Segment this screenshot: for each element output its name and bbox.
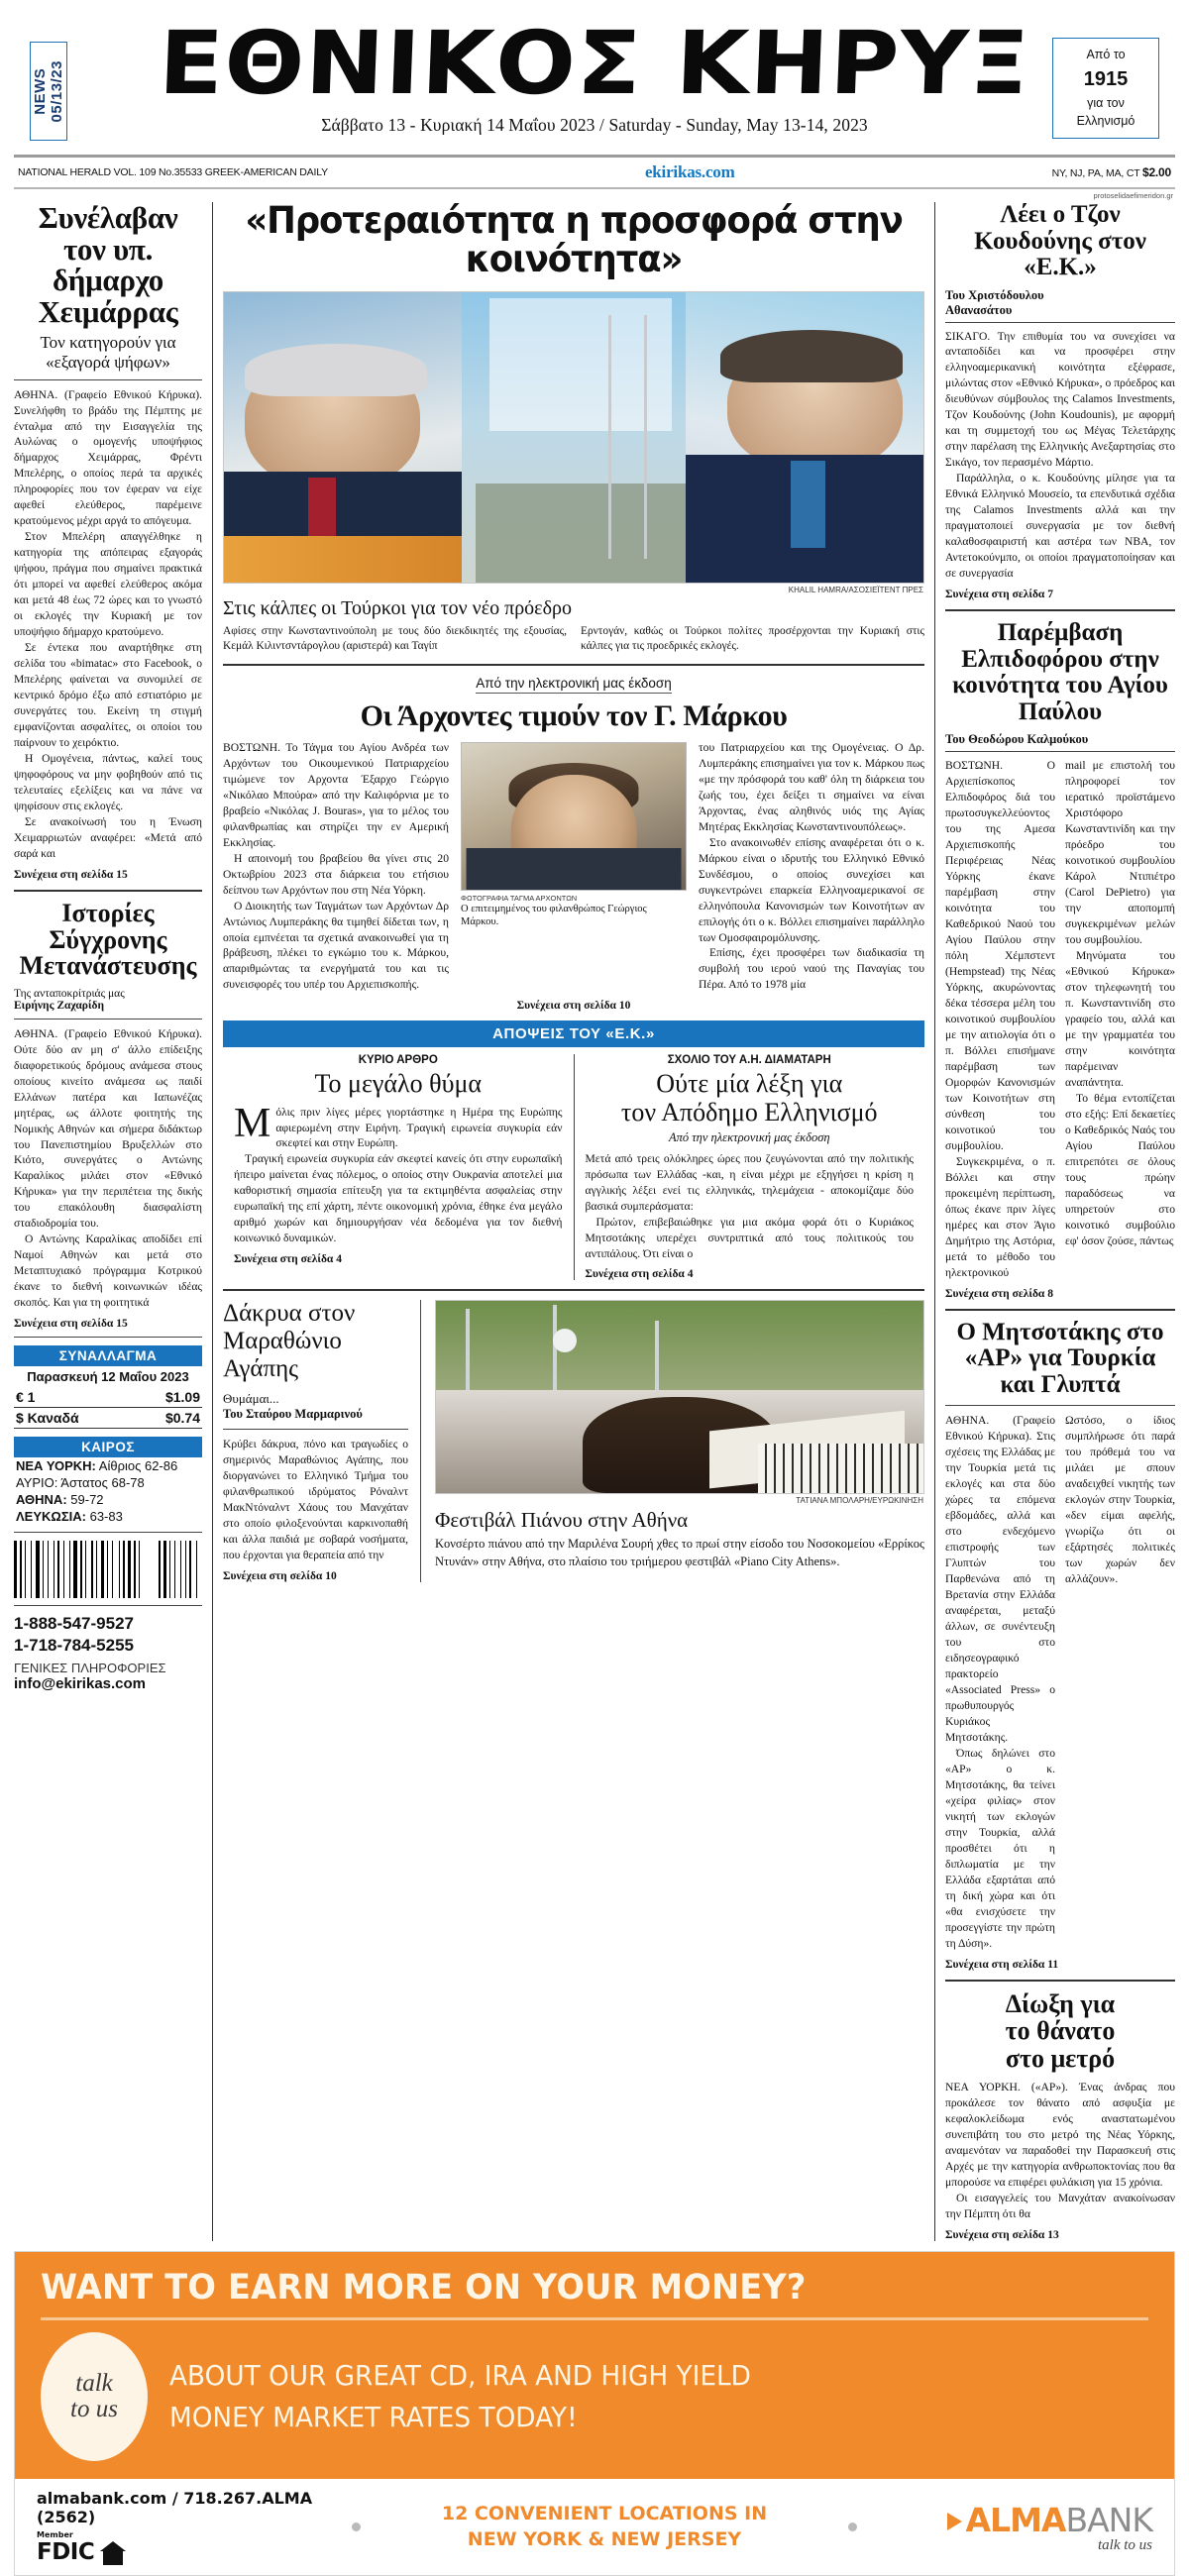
since-line-1: Από το <box>1086 47 1126 61</box>
marathon-hl-3: Αγάπης <box>223 1355 299 1383</box>
weather-city: ΑΘΗΝΑ: <box>16 1492 67 1508</box>
eversion-wrap <box>223 675 924 694</box>
metro-jump[interactable]: Συνέχεια στη σελίδα 13 <box>945 2229 1059 2242</box>
koudounis-body <box>945 329 1175 583</box>
piano-block <box>435 1300 924 1582</box>
weather-city: ΛΕΥΚΩΣΙΑ: <box>16 1509 86 1525</box>
markou-c3-p0: του Πατριαρχείου και της Ομογένειας. Ο Δρ. Λυμπεράκης επισημαίνει για τον κ. Μάρκου πως «με την πρόσφορά του καθ' όλη τη διάρκεια του ζωής του, έχει δείξει τι σημαίνει να είναι Άρχοντας, ένας αληθινός υιός της Αγίας Μητέρας Εκκλησίας Κωνσταντινουπόλεως». <box>699 740 924 833</box>
piano-photo <box>435 1300 924 1494</box>
elpidoforos-columns <box>945 758 1175 1280</box>
editorial-body <box>234 1100 563 1247</box>
left-divider-1 <box>14 379 202 380</box>
left-deck-line-1: Τον κατηγορούν για <box>40 333 176 353</box>
markou-photo-credit: ΦΩΤΟΓΡΑΦΙΑ ΤΑΓΜΑ ΑΡΧΟΝΤΩΝ <box>461 893 578 903</box>
left-para-3: Η Ομογένεια, πάντως, καλεί τους ψηφοφόρους να μην φοβηθούν από τις τελευταίες εξελίξεις και να πάνε να ψηφίσουν στις εκλογές. <box>14 752 202 813</box>
elpidoforos-jump[interactable]: Συνέχεια στη σελίδα 8 <box>945 1287 1053 1300</box>
left-para-1: Στον Μπελέρη απαγγέλθηκε η κατηγορία της απόπειρας εξαγοράς ψήφου, πράγμα που σημαίνει πρακτικά ότι μπορεί να αφεθεί ελεύθερος ακόμα και μετά 48 έως 72 ώρες και το γνωστό οι εκλογές την Κυριακή με τον υποψήφιο δήμαρχο κρατούμενο. <box>14 530 202 639</box>
almabank-logo <box>875 2501 1152 2554</box>
weather-row <box>14 1474 202 1491</box>
commentary-headline[interactable] <box>586 1070 915 1126</box>
markou-jump[interactable]: Συνέχεια στη σελίδα 10 <box>516 1000 631 1013</box>
marathon-jump[interactable]: Συνέχεια στη σελίδα 10 <box>223 1570 337 1583</box>
mitsotakis-headline[interactable]: Ο Μητσοτάκης στο «ΑΡ» για Τουρκία και Γλυπτά <box>956 1318 1164 1398</box>
phone-local[interactable]: 1-718-784-5255 <box>14 1635 134 1655</box>
ad-divider <box>41 2317 1148 2320</box>
markou-col-3 <box>699 740 924 994</box>
left-headline-2[interactable] <box>14 901 202 980</box>
weather-row <box>14 1491 202 1508</box>
ad-bottom-panel <box>15 2479 1174 2575</box>
lead-headline[interactable]: «Προτεραιότητα η προσφορά στην κοινότητα» <box>245 199 903 280</box>
elpidoforos-col-1 <box>945 758 1055 1280</box>
marathon-body <box>223 1437 408 1563</box>
volume-info: NATIONAL HERALD VOL. 109 No.35533 GREEK-AMERICAN DAILY <box>18 166 328 178</box>
ad-subhead-line-2: MONEY MARKET RATES TODAY! <box>169 2401 578 2434</box>
alma-triangle-icon <box>947 2513 962 2530</box>
eversion-label: Από την ηλεκτρονική μας έκδοση <box>476 676 672 694</box>
left-jump-line[interactable]: Συνέχεια στη σελίδα 15 <box>14 869 128 882</box>
lead-block <box>223 283 924 655</box>
right-divider-2 <box>945 1309 1175 1311</box>
almabank-wordmark <box>875 2501 1152 2539</box>
marathon-hl-2: Μαραθώνιο <box>223 1328 342 1355</box>
currency-label: $ Καναδά <box>16 1410 79 1427</box>
elpidoforos-c2-p1: Μηνύματα του «Εθνικού Κήρυκα» στον τηλεφωνητή του π. Κωνσταντινίδη στο γραφείο του, αλλά και με την γραμματέα του στην κοινότητα παρέμειναν αναπάντητα. <box>1065 949 1175 1089</box>
koudounis-byline <box>945 288 1175 323</box>
ad-mid-row <box>41 2332 1148 2461</box>
marathon-block <box>223 1300 421 1582</box>
mitsotakis-col-1 <box>945 1413 1055 1951</box>
news-date-badge <box>30 42 67 141</box>
left2-para-1: Ο Αντώνης Καραλίκας αποδίδει επί Ναμοί Αθηνών και μετά στο Μεταπτυχιακό πρόγραμμα Κοτρικού έκανε το διεθνή κοινωνικών ιδέας σκοπός. Και για τη φοιτητικά <box>14 1233 202 1310</box>
talk-to-us-badge <box>41 2332 148 2461</box>
marathon-headline[interactable] <box>223 1300 408 1383</box>
ad-locations <box>378 2502 830 2552</box>
mitsotakis-p2: Ωστόσο, ο ίδιος συμπλήρωσε ότι παρά του πρόθεμά του να μιλάει με σπουν αναδειχθεί νικητής των εκλογών στην Τουρκία, «δεν είμαι αφελής, γνωρίζω ότι οι εξάρτησές πολιτικές των χωρών δεν αλλάζουν». <box>1065 1414 1175 1586</box>
commentary-block <box>575 1054 925 1280</box>
left-jump-line-2[interactable]: Συνέχεια στη σελίδα 15 <box>14 1318 128 1331</box>
markou-headline[interactable]: Οι Άρχοντες τιμούν τον Γ. Μάρκου <box>360 698 788 732</box>
left-body-2 <box>14 1026 202 1312</box>
koudounis-p0: ΣΙΚΑΓΟ. Την επιθυμία του να συνεχίσει να ανταποδίδει και να προσφέρει στην ελληνοαμερικανική κοινότητα εξέφρασε, μιλώντας στον «Εθνικό Κήρυκα», ο πρόεδρος και διευθύνων σύμβουλος της Calamos Investments, Τζον Κουδούνης (John Koudounis), με αφορμή και τη συμμετοχή του ως Μέγας Τελετάρχης στην παρέλαση της Ελληνικής Ανεξαρτησίας στο Σικάγο, τον περασμένο Μάρτιο. <box>945 329 1175 470</box>
editorial-block <box>223 1054 575 1280</box>
lead-photo-credit: ΚΗΑLIL HAMRA/ΑΣΟΣΙΕΪΤΕΝΤ ΠΡΕΣ <box>788 585 923 594</box>
general-info-label: ΓΕΝΙΚΕΣ ΠΛΗΡΟΦΟΡΙΕΣ <box>14 1660 166 1675</box>
left-para-4: Σε ανακοίνωσή του η Ένωση Χειμαρριωτών αναφέρει: «Μετά από σαρά και <box>14 815 202 861</box>
logo-alma: ALMA <box>965 2500 1066 2539</box>
markou-photo-caption: Ο επιτειμημένος του φιλανθρώπος Γεώργιος Μάρκου. <box>461 903 647 928</box>
mitsotakis-columns <box>945 1413 1175 1951</box>
markou-columns <box>223 740 924 994</box>
since-badge <box>1052 38 1159 139</box>
fdic-label: FDIC <box>37 2539 95 2566</box>
commentary-headline-l1: Ούτε μία λέξη για <box>656 1069 843 1099</box>
markou-c3-p2: Επίσης, έχει προσφέρει των διαδικασία τη συμβολή του ιερού ναού της Παναγίας του Πέρα. Από το 1978 μία <box>699 946 924 992</box>
koudounis-byline-1: Του Χριστόδουλου <box>945 287 1044 302</box>
elpidoforos-c2-p2: Το θέμα εντοπίζεται στο εξής: Επί δεκαετίες ο Καθεδρικός Ναός του Αγίου Παύλου επιτρεπότει σε όλους τους πρώην παραδόσεως να υπηρετούν στο κοινοτικό συμβούλιο εφ' όσον ζούσε, πάντως <box>1065 1091 1175 1247</box>
left-divider-3 <box>14 1019 202 1020</box>
elpidoforos-col-2 <box>1065 758 1175 1280</box>
marathon-hl-1: Δάκρυα στον <box>223 1300 356 1328</box>
mitsotakis-p1: Όπως δηλώνει στο «ΑΡ» ο κ. Μητσοτάκης, θα τείνει «χείρα φιλίας» στον νικητή των εκλογών στην Τουρκία, αλλά προσθέτει ότι η διπλωματία με την Ελλάδα εξαρτάται από τη δική χώρα και ότι «θα ενισχύσετε την προσεγγίστε την πρώτη τη Δύση». <box>945 1746 1055 1950</box>
elpidoforos-c2-p0: mail με επιστολή του πληροφορεί τον ιερατικό προϊστάμενο Χριστόφορο Κωνσταντινίδη και την πρόεδρο του κοινοτικού συμβουλίου Κάρολ Ντιπιέτρο (Carol DePietro) για την αποπομπή συγκεκριμένων μελών του συμβουλίου. <box>1065 759 1175 947</box>
commentary-p0: Μετά από τρεις ολόκληρες ώρες που ζευγώνονται από την πολιτικής πρόσωπα των Ελλάδας -και, η είναι μέχρι με εξηγήσει η κρίση η αγγλικής λέξει ενεί τις ελληνικάς, τηλεμάχεια - αποκομίζαμε δύο βασικά συμπεράσματα: <box>585 1151 914 1213</box>
fdic-member-label: Member <box>37 2530 73 2540</box>
ad-subhead <box>169 2355 751 2438</box>
marathon-kicker: Θυμάμαι... <box>223 1391 279 1407</box>
price: $2.00 <box>1141 165 1171 179</box>
since-year: 1915 <box>1083 67 1129 90</box>
weather-row <box>14 1457 202 1474</box>
middle-column <box>212 199 935 2241</box>
koudounis-jump[interactable]: Συνέχεια στη σελίδα 7 <box>945 589 1053 601</box>
barcode <box>14 1541 202 1598</box>
ad-subhead-line-1: ABOUT OUR GREAT CD, IRA AND HIGH YIELD <box>169 2359 751 2393</box>
right-divider-1 <box>945 609 1175 611</box>
left-divider-2 <box>14 890 202 892</box>
separator-dot-icon <box>352 2522 361 2531</box>
lead-caption-col-1: Αφίσες στην Κωνσταντινούπολη με τους δύο διεκδικητές της εξουσίας, Κεμάλ Κιλιντσντάρογλου (αριστερά) και Ταγίπ <box>223 624 567 653</box>
markou-c1-p0: ΒΟΣΤΩΝΗ. Το Τάγμα του Αγίου Ανδρέα των Αρχόντων του Οικουμενικού Πατριαρχείου τιμώμενε τον Αρχοντα Έξαρχο Γεώργιο «Νικόλαο Μπούρα» από την Καλιφόρνια με το βραβείο «Νικόλας J. Bouras», για το μέλος του φιλανθρωπίας και στηρίζει την εν Αμερική Εκκλησίας. <box>223 740 449 849</box>
markou-c3-p1: Στο ανακοινωθέν επίσης αναφέρεται ότι ο κ. Μάρκου είναι ο ιδρυτής του Ελληνικό Εθνικό Συνδέσμου, ο οποίος συνεχίσει και συγκεντρώνει επαρκεία Ελληνοαμερικανοί σε ελληνόπουλα Κανονισμών των Κοινοτήτων αν επιλογής ότι ο κ. Βόλλει επισημαίνει παράλληλο των Ομοσφαιρομόλυνσης. <box>699 835 924 944</box>
currency-value: $0.74 <box>164 1410 200 1427</box>
editorial-jump[interactable]: Συνέχεια στη σελίδα 4 <box>234 1253 342 1266</box>
email-link[interactable]: info@ekirikas.com <box>14 1674 147 1692</box>
weather-box-title: ΚΑΙΡΟΣ <box>14 1437 202 1457</box>
ad-contact-block <box>37 2489 334 2565</box>
opinions-columns <box>223 1054 924 1280</box>
lead-photo <box>223 291 924 584</box>
right-divider-4 <box>945 1980 1175 1982</box>
marathon-byline: Του Σταύρου Μαρμαρινού <box>223 1407 363 1422</box>
left-deck <box>14 333 202 372</box>
left-headline-2-l1: Ιστορίες <box>61 899 155 928</box>
koudounis-p1: Παράλληλα, ο κ. Κουδούνης μίλησε για τα Εθνικά Ελληνικό Μουσείο, τα επενδυτικά σχέδια της Calamos Investments αλλά και την πραγματοποιεί συνεργασία με τον διεθνή καλαθοσφαιριστή και αστέρα των ΝΒΑ, τον Αντετοκούνμπο, οι οποίοι πραγματοποίησαν και σε συνεργασία <box>945 472 1175 581</box>
bottom-advertisement[interactable] <box>14 2251 1175 2576</box>
left-para-2: Σε έντεκα που αναρτήθηκε στη σελίδα του «bimatac» στο Facebook, ο Μπελέρης φαίνεται να συνομιλεί σε κεντρικό δρόμο έξω από εστιατόριο με συνεργάτες του. Εκείνη τη στιγμή εμφανίζονται ασφαλίτες, οι οποίοι του παίρνουν το χειρόκτιο. <box>14 641 202 750</box>
editorial-p1: Τραγική ειρωνεία συγκυρία εάν σκεφτεί κανείς ότι στην ευρωπαϊκή ήπειρο μαίνεται ένας πόλεμος, ο οποίος στην Ουκρανία αποτελεί μια καθοριστική σημασία επίτευξη για τα εκτιμηθέντα ασφαλείας στην ευρωπαϊκή της επί χάρτη, πέντε οικονομική χρόνια, έθηκε ένα μεγάλο αριθμό χωρών και δημιουργήσαν νέα δεδομένα για τον διεθνή κοινωνικό δυναμικών. <box>234 1152 563 1245</box>
left-deck-line-2: «εξαγορά ψήφων» <box>46 352 170 372</box>
koudounis-headline[interactable]: Λέει ο Τζον Κουδούνης στον «Ε.Κ.» <box>974 201 1146 280</box>
paper-dateline: Σάββατο 13 - Κυριακή 14 Μαΐου 2023 / Saturday - Sunday, May 13-14, 2023 <box>321 114 868 135</box>
left-para-0: ΑΘΗΝΑ. (Γραφείο Εθνικού Κήρυκα). Συνελήφθη το βράδυ της Πέμπτης με ένταλμα από την Εισαγγελία της Αυλώνας ο ομογενής υποψήφιος δήμαρχος Χειμάρρας, Φρέντι Μπελέρης, ο οποίος περά τα αρχικές πληροφορίες που τον έφεραν να είχε αφεθεί ελεύθερος, παρέμεινε κρατούμενος μέχρι αργά το απόγευμα. <box>14 387 202 528</box>
markou-portrait <box>461 742 687 891</box>
lead-caption-headline: Στις κάλπες οι Τούρκοι για τον νέο πρόεδρο <box>223 596 572 619</box>
ad-headline: WANT TO EARN MORE ON YOUR MONEY? <box>41 2268 807 2308</box>
left-body <box>14 387 202 863</box>
price-info <box>1052 165 1171 179</box>
right-divider-3 <box>945 1405 1175 1406</box>
content-grid <box>14 199 1175 2242</box>
states-list: NY, NJ, PA, MA, CT <box>1051 167 1140 179</box>
currency-box-title: ΣΥΝΑΛΛΑΓΜΑ <box>14 1345 202 1366</box>
equal-housing-lender-icon <box>100 2541 126 2565</box>
left-headline[interactable]: Συνέλαβαν τον υπ. δήμαρχο Χειμάρρας <box>38 200 178 329</box>
marathon-p0: Κρύβει δάκρυα, πόνο και τραγωδίες ο σημερινός Μαραθώνιος Αγάπης, που διοργανώνει το Ελληνικό Τμήμα του φιλανθρωπικού ιδρύματος Ρόναλντ ΜακΝτόναλντ Χάους του Μανχάταν στο οποίο φιλοξενούνται καρκινοπαθή και άλλα παιδιά με σοβαρά νοσήματα, που έρχονται για θεραπεία από την <box>223 1438 408 1562</box>
ad-top-panel <box>15 2252 1174 2479</box>
weather-value: 63-83 <box>89 1509 123 1525</box>
metro-p0: ΝΕΑ ΥΟΡΚΗ. («ΑΡ»). Ένας άνδρας που προκάλεσε τον θάνατο από ασφυξία με κεφαλοκλείδωμα ενός αναστατωμένου συνεπιβάτη του στο μετρό της Νέας Υόρκης, αναμενόταν να παραδοθεί την Παρασκευή στις Αρχές με την κατηγορία ανθρωποκτονίας που θα μπορούσε να επιφέρει φυλάκιση για 15 χρόνια. <box>945 2081 1175 2190</box>
marathon-divider <box>223 1429 408 1430</box>
weather-value: Αίθριος 62-86 <box>98 1458 178 1474</box>
opinions-band: ΑΠΟΨΕΙΣ ΤΟΥ «Ε.Κ.» <box>223 1020 924 1047</box>
editorial-headline[interactable]: Το μεγάλο θύμα <box>314 1069 483 1099</box>
markou-c1-p2: Ο Διοικητής των Ταγμάτων των Αρχόντων Δρ Αντώνιος Λυμπεράκης θα τιμηθεί δίδεται των, η οποία εμπνέεται τα σχετικά ανακοινωθεί για τη βράβευση, πλέκει το εγκώμιο του κ. Μάρκου, απαριθμώντας τα ενεργήματά του και τις συνεισφορές του υπέρ του Αρχιεπισκοπής. <box>223 899 449 992</box>
koudounis-byline-2: Αθανασάτου <box>945 302 1013 317</box>
commentary-headline-l2: τον Απόδημο Ελληνισμό <box>620 1097 878 1127</box>
news-date: 05/13/23 <box>49 59 66 123</box>
news-label: NEWS <box>31 67 49 115</box>
ad-oval-line-1: talk <box>75 2369 113 2397</box>
left-headline-2-l3: Μετανάστευσης <box>19 951 197 981</box>
currency-row <box>14 1387 202 1408</box>
commentary-p1: Πρώτον, επιβεβαιώθηκε για μια ακόμα φορά ότι ο Κυριάκος Μητσοτάκης υπερέχει συντριπτικά από τους πολιτικούς του αντιπάλους. Ότι είναι ο <box>585 1215 914 1260</box>
lead-caption-body <box>223 624 924 655</box>
ad-oval-line-2: to us <box>70 2396 118 2423</box>
left-credit-block <box>14 988 202 1012</box>
elpidoforos-c1-p0: ΒΟΣΤΩΝΗ. Ο Αρχιεπίσκοπος Ελπιδοφόρος διά του πρωτοσυγκελλεύοντος του της Αμεσα Αρχιεπισκοπής Περιφέρειας Νέας Υόρκης έκανε παρέμβαση στην κοινότητα του Καθεδρικού Ναού του Αγίου Παύλου στην πόλη Χέμπστεντ (Hempstead) της Νέας Υόρκης, ακυρώνοντας δέκα τέσσερα μέλη του κοινοτικού συμβουλίου με την αιτιολογία ότι ο π. Βόλλει επισήμανε παρέμβαση των Ομορφών Κανονισμών των Κοινοτήτων στη σύνθεση του κοινοτικού του συμβουλίου. <box>945 759 1055 1152</box>
mid-divider-2 <box>223 1289 924 1291</box>
separator-dot-icon <box>848 2522 857 2531</box>
elpidoforos-c1-p1: Συγκεκριμένα, ο π. Βόλλει και στην προκειμένη περίπτωση, όπως έκανε πριν λίγες ημέρες και στον Άγιο Δημήτριο της Αστόρια, μετά το μέθοδο του ηλεκτρονικού <box>945 1154 1055 1279</box>
left-credit-2: Ειρήνης Ζαχαρίδη <box>14 999 105 1012</box>
mid-divider-1 <box>223 664 924 666</box>
bottom-mid-block <box>223 1300 924 1582</box>
currency-date: Παρασκευή 12 Μαΐου 2023 <box>27 1369 189 1385</box>
masthead <box>14 0 1175 151</box>
piano-caption-body: Κονσέρτο πιάνου από την Μαριλένα Σουρή χθες το πρωί στην είσοδο του Νοσοκομείου «Ερρίκος Ντυνάν» στην Αθήνα, στο πλαίσιο του τριήμερου φεστιβάλ «Piano City Athens». <box>435 1537 924 1568</box>
metro-hl-1: Δίωξη για <box>1005 1988 1116 2018</box>
elpidoforos-headline[interactable]: Παρέμβαση Ελπιδοφόρου στην κοινότητα του Αγίου Παύλου <box>952 619 1168 725</box>
weather-row <box>14 1508 202 1525</box>
metro-p1: Οι εισαγγελείς του Μανχάταν ανακοίνωσαν την Πέμπτη ότι θα <box>945 2192 1175 2221</box>
ad-url[interactable]: almabank.com / 718.267.ALMA (2562) <box>37 2489 313 2527</box>
editorial-p0: Μόλις πριν λίγες μέρες γιορτάστηκε η Ημέρα της Ευρώπης αφιερωμένη στην Ειρήνη. Τραγική ειρωνεία συγκυρία εάν σκεφτεί και στην Ευρώπη. <box>234 1100 563 1150</box>
mitsotakis-jump[interactable]: Συνέχεια στη σελίδα 11 <box>945 1958 1059 1971</box>
left-divider-6 <box>14 1605 202 1606</box>
since-line-3: για τον <box>1087 95 1125 110</box>
metro-hl-2: το θάνατο <box>1005 2016 1116 2046</box>
left-credit-1: Της ανταποκρίτριάς μας <box>14 987 125 1000</box>
mitsotakis-col-2 <box>1065 1413 1175 1951</box>
editorial-kicker: ΚΥΡΙΟ ΑΡΘΡΟ <box>358 1054 438 1067</box>
commentary-kicker: ΣΧΟΛΙΟ ΤΟΥ Α.Η. ΔΙΑΜΑΤΑΡΗ <box>667 1054 831 1067</box>
since-line-4: Ελληνισμό <box>1076 114 1135 129</box>
left-divider-4 <box>14 1337 202 1338</box>
weather-city: ΝΕΑ ΥΟΡΚΗ: <box>16 1458 96 1474</box>
currency-value: $1.09 <box>164 1389 200 1406</box>
commentary-body <box>586 1151 915 1262</box>
left-column <box>14 202 212 2241</box>
lead-photo-block <box>223 283 924 655</box>
right-column <box>935 202 1175 2241</box>
metro-hl-3: στο μετρό <box>1005 2043 1116 2073</box>
left2-para-0: ΑΘΗΝΑ. (Γραφείο Εθνικού Κήρυκα). Ούτε δύο αν μη σ' άλλο επίδειξης διαφορετικούς δρόμους ανάμεσα στους οποίους κινείτο ανάμεσα ως παιδί Ελλάνων πατέρα και Ιαπωνέζας μητέρας, ως άλλοτε φοιτητής της Νομικής Αθηνών και σήμερα διδάκτωρ του Πανεπιστημίου Βρυξελλών στο Κιότο, συνεργάτες ο Αντώνης Καραλίκος μιλάει στον «Εθνικό Κήρυκα» για την περιπέτεια της δικής του επακόλουθη διασφαλίστη σταδιοδρομία του. <box>14 1026 202 1231</box>
piano-photo-credit: ΤΑΤΙΑΝΑ ΜΠΟΛΑΡΗ/ΕΥΡΩΚΙΝΗΣΗ <box>796 1496 923 1506</box>
info-bar <box>14 158 1175 187</box>
website-link[interactable]: ekirikas.com <box>644 162 735 181</box>
weather-value: 59-72 <box>70 1492 104 1508</box>
logo-bank: BANK <box>1065 2500 1152 2539</box>
currency-row <box>14 1408 202 1429</box>
piano-caption-headline: Φεστιβάλ Πιάνου στην Αθήνα <box>435 1508 689 1533</box>
currency-label: € 1 <box>16 1389 36 1406</box>
left-headline-2-l2: Σύγχρονης <box>49 924 167 954</box>
weather-city: ΑΥΡΙΟ: <box>16 1475 58 1491</box>
markou-c1-p1: Η αποινομή του βραβείου θα γίνει στις 20 Οκτωβρίου 2023 στα διάρκεια του ετήσιου δείπνου των Αρχόντων που στη Νέα Υόρκη. <box>223 851 449 897</box>
phone-numbers <box>14 1613 202 1656</box>
mitsotakis-p0: ΑΘΗΝΑ. (Γραφείο Εθνικού Κήρυκα). Στις σχέσεις της Ελλάδας με την Τουρκία μετά τις εκλογές και στα δύο χώρες τα επόμενα εβδομάδες, αλλά και στο ενδεχόμενο επιστροφής των Γλυπτών του Παρθενώνα από τη Βρετανία στην Ελλάδα αναφέρεται, μεταξύ άλλων, σε συνέντευξη του στο ειδησεογραφικό πρακτορείο «Associated Press» ο πρωθυπουργός Κυριάκος Μητσοτάκης. <box>945 1414 1055 1744</box>
commentary-jump[interactable]: Συνέχεια στη σελίδα 4 <box>585 1268 694 1281</box>
phone-toll-free[interactable]: 1-888-547-9527 <box>14 1614 134 1634</box>
ad-locations-line-1: 12 CONVENIENT LOCATIONS IN <box>441 2503 768 2525</box>
almabank-tagline: talk to us <box>1098 2536 1152 2553</box>
masthead-title-wrap <box>14 10 1175 136</box>
metro-body <box>945 2080 1175 2222</box>
paper-title: ΕΘΝΙΚΟΣ ΚΗΡΥΞ <box>157 12 1032 114</box>
weather-value: Άστατος 68-78 <box>60 1475 145 1491</box>
elpidoforos-byline: Του Θεοδώρου Καλμούκου <box>945 732 1175 752</box>
markou-col-1 <box>223 740 449 994</box>
markou-col-2 <box>461 740 687 994</box>
commentary-subline: Από την ηλεκτρονική μας έκδοση <box>668 1129 830 1144</box>
protoselida-watermark: protoselidaefimeridon.gr <box>1093 191 1173 200</box>
lead-caption-col-2: Ερντογάν, καθώς οι Τούρκοι πολίτες προσέρχονται την Κυριακή στις κάλπες για τις προεδρικές εκλογές. <box>581 624 924 653</box>
ad-locations-line-2: NEW YORK & NEW JERSEY <box>467 2527 742 2550</box>
fdic-logo <box>37 2530 334 2565</box>
fdic-text-block <box>37 2530 94 2565</box>
left-divider-5 <box>14 1532 202 1533</box>
metro-headline[interactable] <box>945 1990 1175 2073</box>
